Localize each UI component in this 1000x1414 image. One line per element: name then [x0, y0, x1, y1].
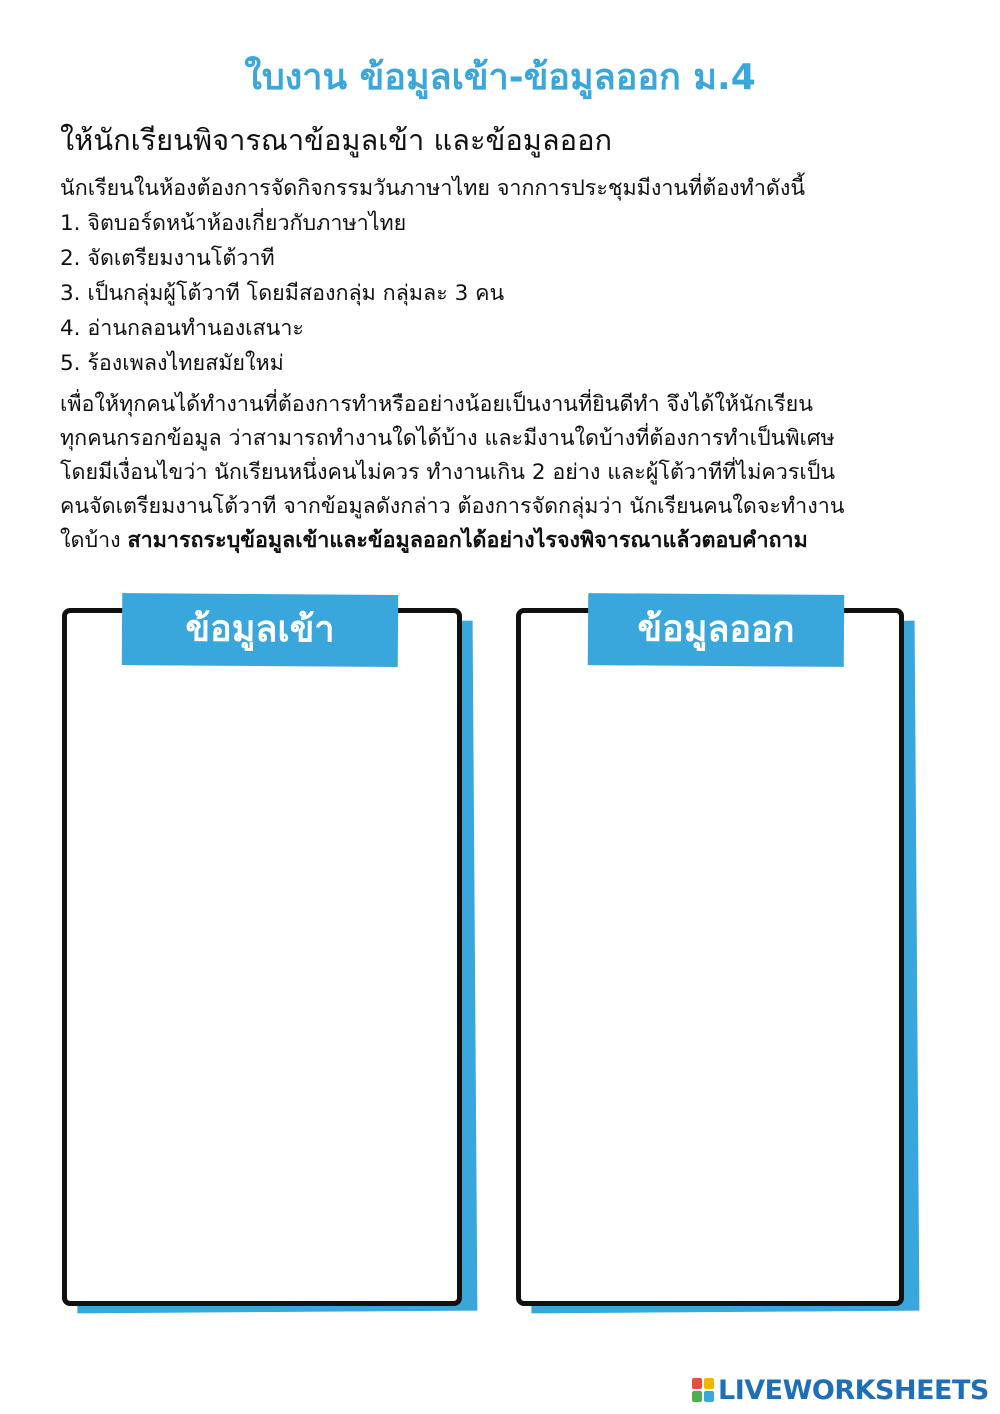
instruction-paragraph — [60, 388, 950, 558]
intro-text: นักเรียนในห้องต้องการจัดกิจกรรมวันภาษาไทย จากการประชุมมีงานที่ต้องทำดังนี้ — [60, 176, 806, 201]
worksheet-subtitle: ให้นักเรียนพิจารณาข้อมูลเข้า และข้อมูลออก — [60, 123, 613, 157]
paragraph-line-5-plain: ใดบ้าง — [60, 528, 128, 553]
paragraph-line-5 — [60, 524, 950, 558]
task-item-2: 2. จัดเตรียมงานโต้วาที — [60, 246, 275, 271]
input-box-label: ข้อมูลเข้า — [122, 593, 398, 667]
input-data-box — [60, 600, 480, 1316]
input-answer-area[interactable] — [62, 608, 462, 1306]
logo-tiles-icon — [692, 1378, 714, 1402]
paragraph-line-4: คนจัดเตรียมงานโต้วาที จากข้อมูลดังกล่าว ต้องการจัดกลุ่มว่า นักเรียนคนใดจะทำงาน — [60, 494, 845, 519]
paragraph-line-1: เพื่อให้ทุกคนได้ทำงานที่ต้องการทำหรืออย่างน้อยเป็นงานที่ยินดีทำ จึงได้ให้นักเรียน — [60, 392, 813, 417]
task-item-5: 5. ร้องเพลงไทยสมัยใหม่ — [60, 351, 284, 376]
task-item-4: 4. อ่านกลอนทำนองเสนาะ — [60, 316, 304, 341]
paragraph-line-2: ทุกคนกรอกข้อมูล ว่าสามารถทำงานใดได้บ้าง และมีงานใดบ้างที่ต้องการทำเป็นพิเศษ — [60, 426, 835, 451]
liveworksheets-logo — [692, 1372, 989, 1408]
task-item-1: 1. จิตบอร์ดหน้าห้องเกี่ยวกับภาษาไทย — [60, 211, 407, 236]
logo-text: LIVEWORKSHEETS — [718, 1374, 989, 1406]
worksheet-title: ใบงาน ข้อมูลเข้า-ข้อมูลออก ม.4 — [244, 57, 756, 98]
output-data-box — [514, 600, 924, 1316]
question-prompt: สามารถระบุข้อมูลเข้าและข้อมูลออกได้อย่างไรจงพิจารณาแล้วตอบคำถาม — [127, 528, 808, 553]
output-box-label: ข้อมูลออก — [588, 593, 844, 667]
task-item-3: 3. เป็นกลุ่มผู้โต้วาที โดยมีสองกลุ่ม กลุ่มละ 3 คน — [60, 281, 505, 306]
output-answer-area[interactable] — [516, 608, 904, 1306]
paragraph-line-3: โดยมีเงื่อนไขว่า นักเรียนหนึ่งคนไม่ควร ทำงานเกิน 2 อย่าง และผู้โต้วาทีที่ไม่ควรเป็น — [60, 460, 836, 485]
